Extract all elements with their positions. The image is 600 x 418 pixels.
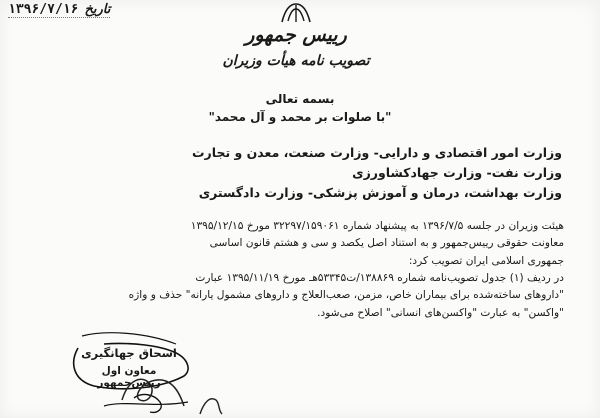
signatory-title: معاون اول رییس‌جمهور (97, 365, 161, 389)
body-line: "داروهای ساخته‌شده برای بیماران خاص، مزمن، صعب‌العلاج و داروهای مشمول یارانه" حذف و واژه (128, 289, 564, 302)
letterhead (196, 2, 396, 70)
salavat-line: "با صلوات بر محمد و آل محمد" (208, 110, 392, 124)
scribble-mark (118, 360, 188, 410)
body-paragraph-approval (36, 218, 564, 270)
body-line: معاونت حقوقی رییس‌جمهور و به استناد اصل یکصد و سی و هشتم قانون اساسی (209, 237, 564, 250)
date-field (8, 2, 110, 17)
letterhead-title: رییس جمهور (245, 24, 347, 46)
date-label: تاریخ (84, 2, 111, 17)
body-paragraph-amendment (36, 270, 564, 322)
body-line: جمهوری اسلامی ایران تصویب کرد: (408, 254, 564, 267)
letterhead-subtitle: تصویب نامه هیأت وزیران (222, 53, 370, 69)
body-line: در ردیف (۱) جدول تصویب‌نامه شماره ۱۳۸۸۶۹/ت۵۳۳۴۵هـ مورخ ۱۳۹۵/۱۱/۱۹ عبارت (195, 272, 564, 284)
addressee-line: وزارت بهداشت، درمان و آموزش پزشکی- وزارت دادگستری (198, 185, 562, 200)
scribble-mark (196, 392, 226, 416)
addressee-line: وزارت امور اقتصادی و دارایی- وزارت صنعت، معدن و تجارت (192, 145, 562, 160)
addressee-line: وزارت نفت- وزارت جهادکشاورزی (352, 165, 562, 180)
body-line: هیئت وزیران در جلسه ۱۳۹۶/۷/۵ به پیشنهاد شماره ۳۲۲۹۷/۱۵۹۰۶۱ مورخ ۱۳۹۵/۱۲/۱۵ (190, 220, 564, 232)
presidential-seal-icon (278, 2, 314, 24)
date-value: ۱۳۹۶/۷/۱۶ (8, 2, 79, 17)
body-line: "واکسن" به عبارت "واکسن‌های انسانی" اصلاح می‌شود. (317, 306, 564, 319)
bismillah-line: بسمه تعالی (265, 92, 335, 106)
signatory-name: اسحاق جهانگیری (81, 346, 177, 360)
